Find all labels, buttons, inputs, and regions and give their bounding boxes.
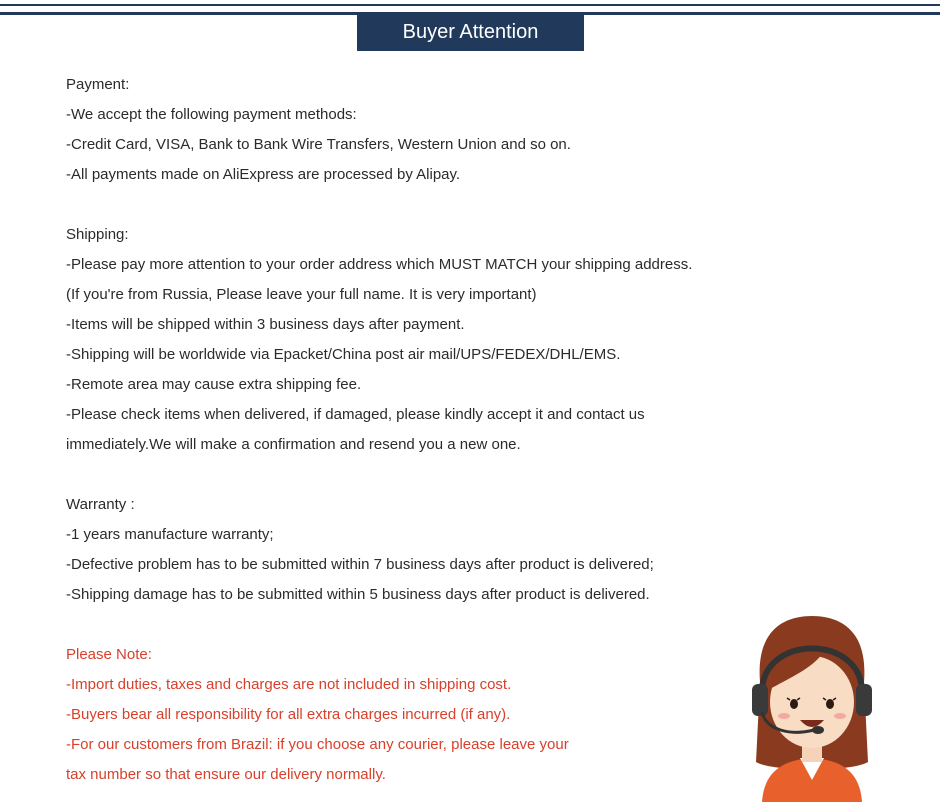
payment-section: [66, 70, 786, 190]
list-item: -Items will be shipped within 3 business days after payment.: [66, 316, 465, 333]
header-rule-thin: [0, 4, 940, 6]
list-item: -1 years manufacture warranty;: [66, 526, 274, 543]
list-item: -Buyers bear all responsibility for all extra charges incurred (if any).: [66, 706, 511, 723]
list-item: -All payments made on AliExpress are processed by Alipay.: [66, 166, 461, 183]
note-section: [66, 640, 786, 790]
list-item: (If you're from Russia, Please leave your full name. It is very important): [66, 286, 537, 303]
list-item: -Remote area may cause extra shipping fee.: [66, 376, 362, 393]
section-heading: Please Note:: [66, 646, 152, 663]
list-item: -Shipping damage has to be submitted within 5 business days after product is delivered.: [66, 586, 650, 603]
list-item: -Import duties, taxes and charges are not included in shipping cost.: [66, 676, 512, 693]
customer-service-agent-icon: [742, 612, 882, 802]
list-item: -Credit Card, VISA, Bank to Bank Wire Transfers, Western Union and so on.: [66, 136, 571, 153]
page-title: Buyer Attention: [357, 14, 584, 51]
section-heading: Payment:: [66, 76, 130, 93]
section-spacer: [66, 190, 786, 220]
list-item: -Please pay more attention to your order address which MUST MATCH your shipping address.: [66, 256, 693, 273]
warranty-section: [66, 490, 786, 610]
buyer-attention-content: [66, 70, 786, 790]
section-heading: Warranty :: [66, 496, 135, 513]
shipping-section: [66, 220, 786, 460]
section-heading: Shipping:: [66, 226, 129, 243]
list-item: -Please check items when delivered, if damaged, please kindly accept it and contact us: [66, 406, 645, 423]
list-item: -We accept the following payment methods:: [66, 106, 357, 123]
list-item: -Defective problem has to be submitted within 7 business days after product is delivered;: [66, 556, 654, 573]
section-spacer: [66, 610, 786, 640]
section-spacer: [66, 460, 786, 490]
list-item: tax number so that ensure our delivery normally.: [66, 766, 386, 783]
list-item: -Shipping will be worldwide via Epacket/China post air mail/UPS/FEDEX/DHL/EMS.: [66, 346, 621, 363]
list-item: immediately.We will make a confirmation and resend you a new one.: [66, 436, 521, 453]
list-item: -For our customers from Brazil: if you choose any courier, please leave your: [66, 736, 569, 753]
